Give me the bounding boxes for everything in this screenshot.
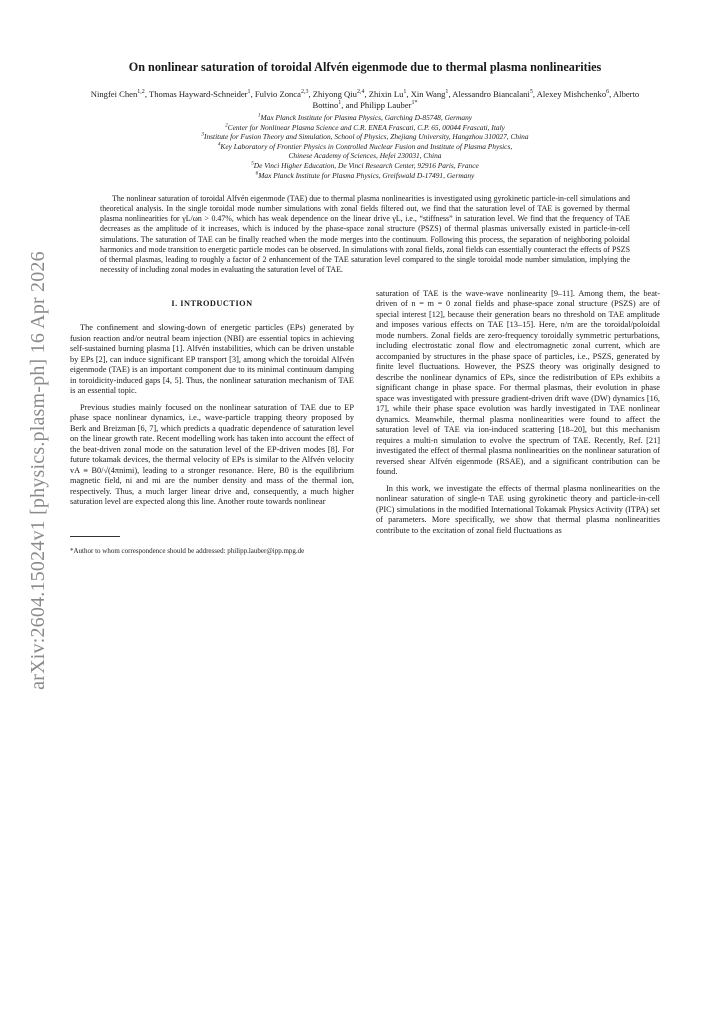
affiliation-list bbox=[70, 113, 660, 180]
author bbox=[360, 100, 417, 110]
author-affiliation-marker: 5 bbox=[529, 89, 533, 96]
affiliation-text: De Vinci Higher Education, De Vinci Research Center, 92916 Paris, France bbox=[253, 160, 479, 170]
author-name: Alberto Bottino bbox=[312, 89, 640, 110]
affiliation-number: 3 bbox=[201, 131, 205, 138]
paper-page bbox=[70, 60, 660, 556]
author-name: Alexey Mishchenko bbox=[536, 89, 607, 99]
author-name: Fulvio Zonca bbox=[254, 89, 301, 99]
author bbox=[255, 89, 309, 99]
author-affiliation-marker: 2,4 bbox=[356, 89, 365, 96]
paragraph: saturation of TAE is the wave-wave nonlinearity [9–11]. Among them, the beat-driven of n = m = 0 zonal fields and phase-space zonal structure (PSZS) are of special interest [12], because their generation bears no threshold on TAE amplitude and imposes various effects on TAE [13–15]. Here, n/m are the toroidal/poloidal mode numbers. Zonal fields are zero-frequency toroidally symmetric perturbations, including electrostatic zonal flow and electromagnetic zonal current, which are accompanied by structures in the phase space of particles, i.e., PSZS, generated by finite level fluctuations. However, the PSZS theory was originally designed to describe the nonlinear dynamics of EPs, since the redistribution of EPs exhibits a significant change in phase space. For thermal plasmas, their evolution in phase space was investigated with pressure gradient-driven drift wave (DW) dynamics [16, 17], while their phase space evolution was hardly investigated in TAE nonlinear dynamics. Meanwhile, thermal plasma nonlinearities were found to affect the saturation level of TAE via ion-induced scattering [18–20], but this mechanism requires a multi-n simulation to evolve the spectrum of TAE. Recently, Ref. [21] investigated the effect of thermal plasma nonlinearities on the nonlinear saturation of reversed shear Alfvén eigenmode (RSAE), and a significant contribution can be found. bbox=[376, 288, 660, 477]
section-heading: I. INTRODUCTION bbox=[171, 298, 253, 308]
author bbox=[411, 89, 449, 99]
paragraph: In this work, we investigate the effects of thermal plasma nonlinearities on the nonlinear saturation of single-n TAE using gyrokinetic theory and particle-in-cell (PIC) simulations in the modified International Tokamak Physics Activity (ITPA) set of parameters. More specifically, we show that thermal plasma nonlinearities contribute to the excitation of zonal field fluctuations as bbox=[376, 483, 660, 535]
author bbox=[369, 89, 407, 99]
affiliation bbox=[70, 142, 660, 152]
author-affiliation-marker: 1 bbox=[445, 89, 449, 96]
affiliation-text: Institute for Fusion Theory and Simulation, School of Physics, Zhejiang University, Hangzhou 310027, China bbox=[204, 132, 529, 142]
footnote-rule bbox=[70, 536, 120, 537]
author-name: Philipp Lauber bbox=[360, 100, 412, 110]
abstract: The nonlinear saturation of toroidal Alfvén eigenmode (TAE) due to thermal plasma nonlinearities is investigated using gyrokinetic particle-in-cell simulations and theoretical analysis. In the single toroidal mode number simulations with zonal fields filtered out, we find that the saturation level of TAE is governed by thermal plasma nonlinearities for γL/ωn > 0.47%, which has weak dependence on the linear drive γL, i.e., “stiffness” in saturation level. We find that the frequency of TAE decreases as the amplitude of it increases, which is induced by the phase-space zonal structure (PSZS) of thermal plasmas universally existed in particle-in-cell simulations. The saturation of TAE can be finally reached when the mode merges into the continuum. Following this process, the separation of neighboring poloidal harmonics and mode transition to energetic particle modes can be observed. In simulations with zonal fields, zonal fields can essentially counteract the effects of PSZS of thermal plasmas, leading to roughly a factor of 2 enhancement of the TAE saturation level compared to the single toroidal mode number simulation, implying the necessity of including zonal modes in evaluating the saturation level of TAE. bbox=[100, 194, 630, 274]
right-column bbox=[376, 289, 660, 556]
affiliation-text: Chinese Academy of Sciences, Hefei 230031, China bbox=[288, 151, 442, 161]
affiliation bbox=[70, 161, 660, 171]
author-name: Thomas Hayward-Schneider bbox=[148, 89, 248, 99]
author-name: Zhiyong Qiu bbox=[312, 89, 357, 99]
author-affiliation-marker: 2,3 bbox=[300, 89, 309, 96]
author bbox=[537, 89, 609, 99]
author-list: Ningfei Chen$^{1,2}$, Thomas Hayward-Schneider$^1$, Fulvio Zonca$^{2,3}$, Zhiyong Qiu$^{2,4}$, Zhixin Lu$^1$, Xin Wang$^1$, Alessandro Biancalani$^5$, Alexey Mishchenko$^6$, Alberto Bottino$^1$, and Philipp Lauber$^{1*}$ bbox=[90, 89, 640, 110]
affiliation bbox=[70, 113, 660, 123]
author-name: Xin Wang bbox=[410, 89, 446, 99]
affiliation-number: 2 bbox=[225, 122, 228, 129]
author-affiliation-marker: 1 bbox=[338, 100, 342, 107]
arxiv-watermark bbox=[18, 240, 58, 700]
affiliation bbox=[70, 171, 660, 181]
author-name: Alessandro Biancalani bbox=[452, 89, 530, 99]
affiliation bbox=[70, 151, 660, 161]
author-name: Zhixin Lu bbox=[368, 89, 404, 99]
author-affiliation-marker: 1 bbox=[247, 89, 251, 96]
affiliation-text: Max Planck Institute for Plasma Physics, Garching D-85748, Germany bbox=[260, 113, 473, 122]
arxiv-id: arXiv:2604.15024v1 [physics.plasm-ph] 16 Apr 2026 bbox=[26, 250, 49, 690]
author bbox=[313, 89, 365, 99]
author-name: Ningfei Chen bbox=[90, 89, 138, 99]
affiliation bbox=[70, 123, 660, 133]
affiliation bbox=[70, 132, 660, 142]
paragraph: The confinement and slowing-down of energetic particles (EPs) generated by fusion reaction and/or neutral beam injection (NBI) are essential topics in achieving self-sustained burning plasma [1]. Alfvén instabilities, which can be driven unstable by EPs [2], can induce significant EP transport [3], among which the toroidal Alfvén eigenmode (TAE) is an important component due to its minimal continuum damping in toroidicity-induced gaps [4, 5]. Thus, the nonlinear saturation mechanism of TAE is an essential topic. bbox=[70, 323, 354, 396]
author bbox=[452, 89, 533, 99]
affiliation-text: Max Planck Institute for Plasma Physics, Greifswald D-17491, Germany bbox=[258, 170, 475, 180]
body-columns bbox=[70, 289, 660, 556]
affiliation-text: Center for Nonlinear Plasma Science and C.R. ENEA Frascati, C.P. 65, 00044 Frascati, Italy bbox=[227, 122, 505, 132]
affiliation-number: 6 bbox=[255, 170, 259, 177]
author-affiliation-marker: 1,2 bbox=[137, 89, 145, 96]
author-affiliation-marker: 1 bbox=[403, 89, 407, 96]
affiliation-number: 4 bbox=[217, 141, 221, 148]
author-affiliation-marker: 1* bbox=[411, 100, 418, 107]
affiliation-number: 1 bbox=[257, 112, 261, 119]
left-column bbox=[70, 289, 354, 556]
affiliation-text: Key Laboratory of Frontier Physics in Controlled Nuclear Fusion and Institute of Plasma Physics, bbox=[220, 141, 513, 151]
paragraph: Previous studies mainly focused on the nonlinear saturation of TAE due to EP phase space nonlinear dynamics, i.e., wave-particle trapping theory proposed by Berk and Breizman [6, 7], which predicts a quadratic dependence of saturation level on the linear growth rate. Recent modelling work has taken into account the effect of the beat-driven zonal mode on the saturation level of the EP-driven modes [8]. For future tokamak devices, the thermal velocity of EPs is similar to the Alfvén velocity vA ≡ B0/√(4πnimi), leading to a stronger resonance. Here, B0 is the equilibrium magnetic field, ni and mi are the number density and mass of the thermal ion, respectively. Thus, a much larger linear drive and, consequently, a much higher saturation level are expected along this line. Another route towards nonlinear bbox=[70, 402, 354, 507]
author bbox=[149, 89, 251, 99]
paper-title: On nonlinear saturation of toroidal Alfvén eigenmode due to thermal plasma nonlinearities bbox=[128, 60, 602, 74]
footnote: *Author to whom correspondence should be addressed: philipp.lauber@ipp.mpg.de bbox=[70, 546, 305, 555]
affiliation-number: 5 bbox=[251, 160, 254, 167]
author-affiliation-marker: 6 bbox=[606, 89, 610, 96]
author bbox=[91, 89, 145, 99]
